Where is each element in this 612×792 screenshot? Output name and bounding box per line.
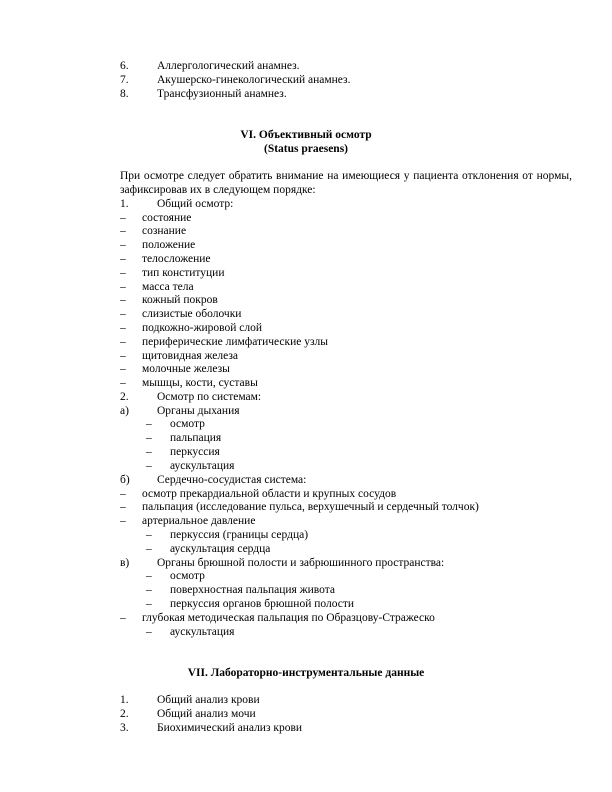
section-7-title: VII. Лабораторно-инструментальные данные: [187, 667, 425, 679]
list-item-text: молочные железы: [142, 363, 230, 375]
list-item-text: кожный покров: [142, 294, 218, 306]
list-marker: –: [146, 418, 152, 430]
list-marker: –: [120, 363, 126, 375]
list-marker: 3.: [120, 722, 129, 734]
list-item-text: сознание: [142, 225, 187, 237]
list-marker: 1.: [120, 694, 129, 706]
list-item-text: подкожно-жировой слой: [142, 322, 263, 334]
list-marker: –: [146, 432, 152, 444]
list-marker: –: [120, 322, 126, 334]
list-item-text: осмотр: [170, 418, 205, 430]
list-item-text: тип конституции: [142, 267, 225, 279]
list-item-text: пальпация: [170, 432, 222, 444]
list-marker: 2.: [120, 708, 129, 720]
list-item-text: состояние: [142, 212, 192, 224]
list-marker: 1.: [120, 198, 129, 210]
list-item-text: Органы брюшной полости и забрюшинного пространства:: [157, 557, 445, 569]
list-item-text: пальпация (исследование пульса, верхушечный и сердечный толчок): [142, 501, 479, 513]
list-marker: –: [146, 460, 152, 472]
list-item-text: осмотр: [170, 570, 205, 582]
list-item-text: артериальное давление: [142, 515, 256, 527]
list-marker: 6.: [120, 60, 129, 72]
list-item-text: Биохимический анализ крови: [157, 722, 303, 734]
list-marker: –: [146, 543, 152, 555]
list-item-text: слизистые оболочки: [142, 308, 242, 320]
list-marker: –: [120, 225, 126, 237]
list-item-text: Аллергологический анамнез.: [157, 60, 300, 72]
list-item-text: аускультация сердца: [170, 543, 271, 555]
list-item-text: поверхностная пальпация живота: [170, 584, 336, 596]
list-marker: –: [146, 570, 152, 582]
list-marker: –: [120, 336, 126, 348]
list-item-text: Общий анализ крови: [157, 694, 260, 706]
list-marker: –: [120, 488, 126, 500]
list-marker: –: [120, 281, 126, 293]
list-marker: –: [120, 239, 126, 251]
list-marker: а): [120, 405, 129, 417]
list-marker: 8.: [120, 88, 129, 100]
list-item-text: Осмотр по системам:: [157, 391, 262, 403]
list-item-text: перкуссия органов брюшной полости: [170, 598, 355, 610]
list-marker: –: [146, 584, 152, 596]
list-marker: –: [146, 598, 152, 610]
list-item-text: Общий осмотр:: [157, 198, 234, 210]
list-marker: –: [146, 529, 152, 541]
list-marker: в): [120, 557, 130, 569]
list-marker: –: [146, 446, 152, 458]
intro-paragraph: При осмотре следует обратить внимание на имеющиеся у пациента отклонения от нормы, зафиксировав их в следующем порядке:: [120, 170, 572, 196]
list-item-text: периферические лимфатические узлы: [142, 336, 328, 348]
list-item-text: Органы дыхания: [157, 405, 240, 417]
list-item-text: телосложение: [142, 253, 211, 265]
list-item-text: Акушерско-гинекологический анамнез.: [157, 74, 351, 86]
list-item-text: глубокая методическая пальпация по Образцову-Стражеско: [142, 612, 435, 624]
list-marker: –: [120, 267, 126, 279]
list-marker: –: [120, 515, 126, 527]
list-marker: –: [120, 294, 126, 306]
list-item-text: Сердечно-сосудистая система:: [157, 474, 307, 486]
list-marker: 7.: [120, 74, 129, 86]
list-item-text: аускультация: [170, 626, 235, 638]
list-marker: 2.: [120, 391, 129, 403]
list-marker: –: [120, 308, 126, 320]
list-marker: –: [120, 501, 126, 513]
list-item-text: мышцы, кости, суставы: [142, 377, 258, 389]
list-item-text: щитовидная железа: [142, 350, 239, 362]
list-marker: –: [120, 612, 126, 624]
list-marker: –: [120, 350, 126, 362]
list-item-text: Трансфузионный анамнез.: [157, 88, 287, 100]
list-item-text: перкуссия: [170, 446, 220, 458]
list-item-text: перкуссия (границы сердца): [170, 529, 309, 541]
list-item-text: аускультация: [170, 460, 235, 472]
list-item-text: положение: [142, 239, 196, 251]
list-marker: –: [120, 377, 126, 389]
list-item-text: Общий анализ мочи: [157, 708, 256, 720]
list-marker: –: [146, 626, 152, 638]
list-marker: б): [120, 474, 130, 486]
list-item-text: осмотр прекардиальной области и крупных сосудов: [142, 488, 397, 500]
section-6-subtitle: (Status praesens): [263, 143, 348, 155]
list-marker: –: [120, 212, 126, 224]
list-item-text: масса тела: [142, 281, 194, 293]
section-6-title: VI. Объективный осмотр: [240, 129, 372, 141]
list-marker: –: [120, 253, 126, 265]
